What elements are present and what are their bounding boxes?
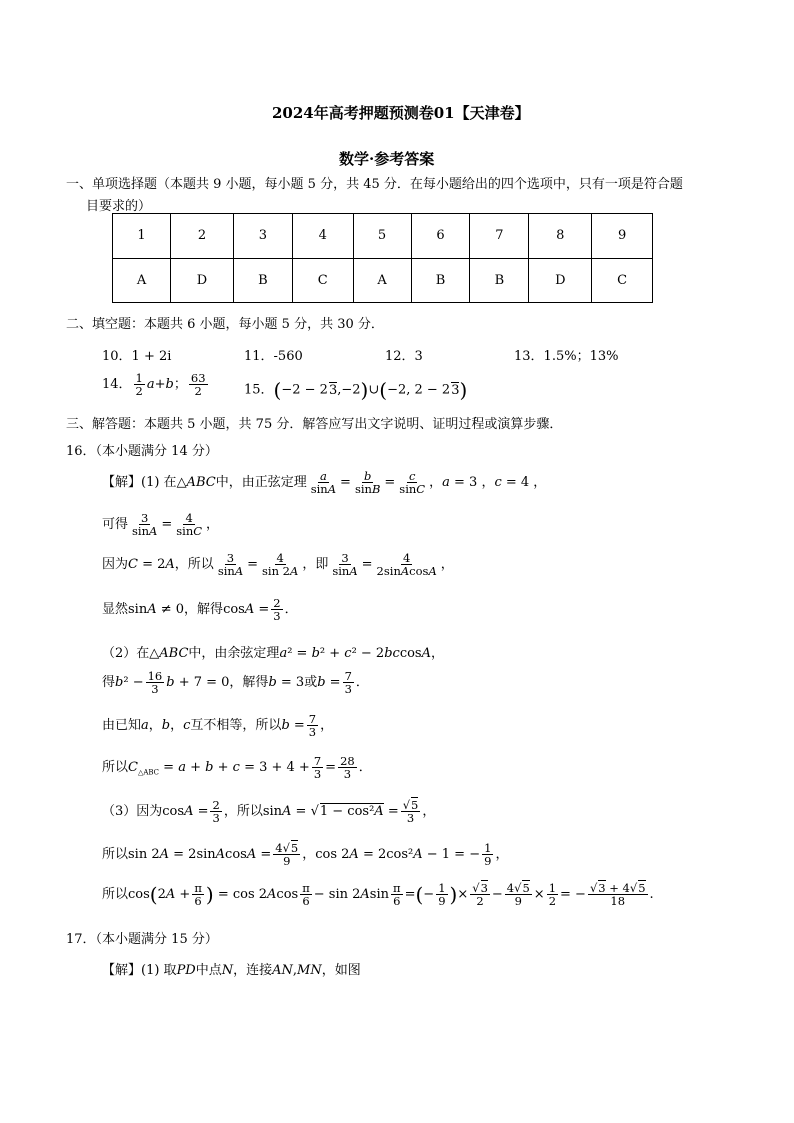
section-1-heading: 一、单项选择题（本题共 9 小题，每小题 5 分，共 45 分．在每小题给出的四个选项中，只有一项是符合题 (66, 177, 683, 192)
q17-text: 【解】(1) 取 (102, 963, 177, 978)
q16-text: 互不相等，所以 (190, 718, 282, 734)
question-17-heading: 17．（本小题满分 15 分） (66, 932, 218, 947)
q16-text: ，解得 (184, 602, 224, 618)
q16-line-8: 所以$C_{\triangle ABC} = a + b + c = 3 + 4$ + $\frac{7}{3}$ = $\frac{28}{3}$ ． (102, 754, 372, 782)
q16-line-1: 【解】(1) 在△ABC中，由正弦定理 $\frac{a}{\sin A}$ = $\frac{b}{\sin B}$ = $\frac{c}{\sin C}$ ，a = 3 ，c = 4 ， (102, 469, 547, 497)
answer-14: 14． $\frac{1}{2}$ a+b； $\frac{63}{2}$ (102, 371, 206, 399)
table-cell: C (592, 258, 653, 303)
q16-line-2: 可得 $\frac{3}{\sin A}$ = $\frac{4}{\sin C}$ ， (102, 511, 220, 539)
answer-12: 12．3 (385, 349, 423, 364)
table-cell: 2 (171, 214, 234, 259)
q16-line-6: 得b² − $\frac{16}{3}$ b + 7 = 0，解得b = 3或b = $\frac{7}{3}$ ． (102, 669, 369, 697)
q17-line-1: 【解】(1) 取PD中点N，连接AN,MN，如图 (102, 963, 361, 978)
section-2-heading: 二、填空题：本题共 6 小题，每小题 5 分，共 30 分． (66, 317, 384, 332)
q16-line-11: 所以cos(2A + $\frac{\pi}{6}$ ) = cos 2Acos $\frac{\pi}{6}$ − sin 2Asin $\frac{\pi}{6}$ =(− $\frac{1}{9}$ )× $\frac{√3}{2}$ − $\frac{4√5}{9}$ × $\frac{1}{2}$ = − $\frac{√3 + 4√5}{18}$ . (102, 881, 654, 909)
answer-11: 11．-560 (244, 349, 303, 364)
table-cell: B (411, 258, 470, 303)
table-cell: D (529, 258, 592, 303)
table-cell: C (292, 258, 353, 303)
q16-text: 所以 (102, 847, 129, 863)
q16-line-7: 由已知a，b，c互不相等，所以b = $\frac{7}{3}$ ， (102, 712, 334, 740)
answer-13: 13．1.5%；13% (514, 349, 619, 364)
answer-15: 15．(−2 − 23,−2)∪(−2, 2 − 23) (244, 378, 468, 402)
q16-line-4: 显然sinA ≠ 0，解得cosA = $\frac{2}{3}$ ． (102, 596, 298, 624)
table-cell: 3 (234, 214, 293, 259)
page-title: 2024年高考押题预测卷01【天津卷】 (272, 104, 530, 122)
q16-text: 可得 (102, 517, 129, 533)
q16-line-10: 所以sin 2A = 2sinAcosA = $\frac{4√5}{9}$ ，cos 2A = 2cos²A − 1 = − $\frac{1}{9}$ ， (102, 841, 509, 869)
table-cell: 9 (592, 214, 653, 259)
q16-text: ，所以 (223, 804, 263, 820)
q16-text: 得 (102, 675, 116, 691)
table-cell: 6 (411, 214, 470, 259)
q16-text: 所以 (102, 887, 129, 903)
question-16-heading: 16．（本小题满分 14 分） (66, 444, 218, 459)
page-subtitle: 数学·参考答案 (339, 150, 435, 168)
q16-text: 因为 (102, 557, 129, 573)
q17-text: ，如图 (321, 963, 361, 978)
q16-text: 中，由正弦定理 (215, 475, 307, 491)
table-row (113, 258, 653, 303)
q17-text: 中点 (195, 963, 222, 978)
answer-15-label: 15． (244, 382, 274, 398)
q16-text: 中，由余弦定理 (188, 646, 280, 661)
q17-text: ，连接 (233, 963, 273, 978)
q16-line-9: （3）因为cosA = $\frac{2}{3}$ ，所以sinA = √1 − cos²A = $\frac{√5}{3}$ ， (102, 798, 436, 826)
table-cell: 5 (353, 214, 411, 259)
q16-text: 由已知 (102, 718, 142, 734)
section-1-heading-cont: 目要求的） (86, 199, 152, 214)
q16-text: 显然 (102, 602, 129, 618)
q16-text: ，所以 (174, 557, 214, 573)
q16-text: （2）在 (102, 646, 150, 661)
q16-text: 【解】(1) 在 (102, 475, 177, 491)
table-cell: B (234, 258, 293, 303)
q16-text: （3）因为 (102, 804, 163, 820)
answer-14-sep: ； (173, 377, 187, 393)
table-cell: A (353, 258, 411, 303)
section-3-heading: 三、解答题：本题共 5 小题，共 75 分．解答应写出文字说明、证明过程或演算步骤． (66, 417, 563, 432)
table-cell: 8 (529, 214, 592, 259)
q16-text: ，即 (302, 557, 329, 573)
q16-line-3: 因为C = 2A，所以 $\frac{3}{\sin A}$ = $\frac{4}{\sin 2A}$ ，即 $\frac{3}{\sin A}$ = $\frac{4}{\text{2sinAcosA}}$ ， (102, 551, 454, 579)
q16-text: ，解得 (229, 675, 269, 691)
table-cell: B (470, 258, 529, 303)
table-cell: D (171, 258, 234, 303)
q16-line-5: （2）在△ABC中，由余弦定理a² = b² + c² − 2bccosA， (102, 646, 444, 661)
answer-10: 10．1 + 2i (102, 349, 172, 364)
table-row (113, 214, 653, 259)
answer-14-label: 14． (102, 377, 132, 393)
answer-table (112, 213, 653, 303)
table-cell: 1 (113, 214, 171, 259)
q16-text: 所以 (102, 760, 129, 776)
table-cell: 4 (292, 214, 353, 259)
table-cell: A (113, 258, 171, 303)
table-cell: 7 (470, 214, 529, 259)
